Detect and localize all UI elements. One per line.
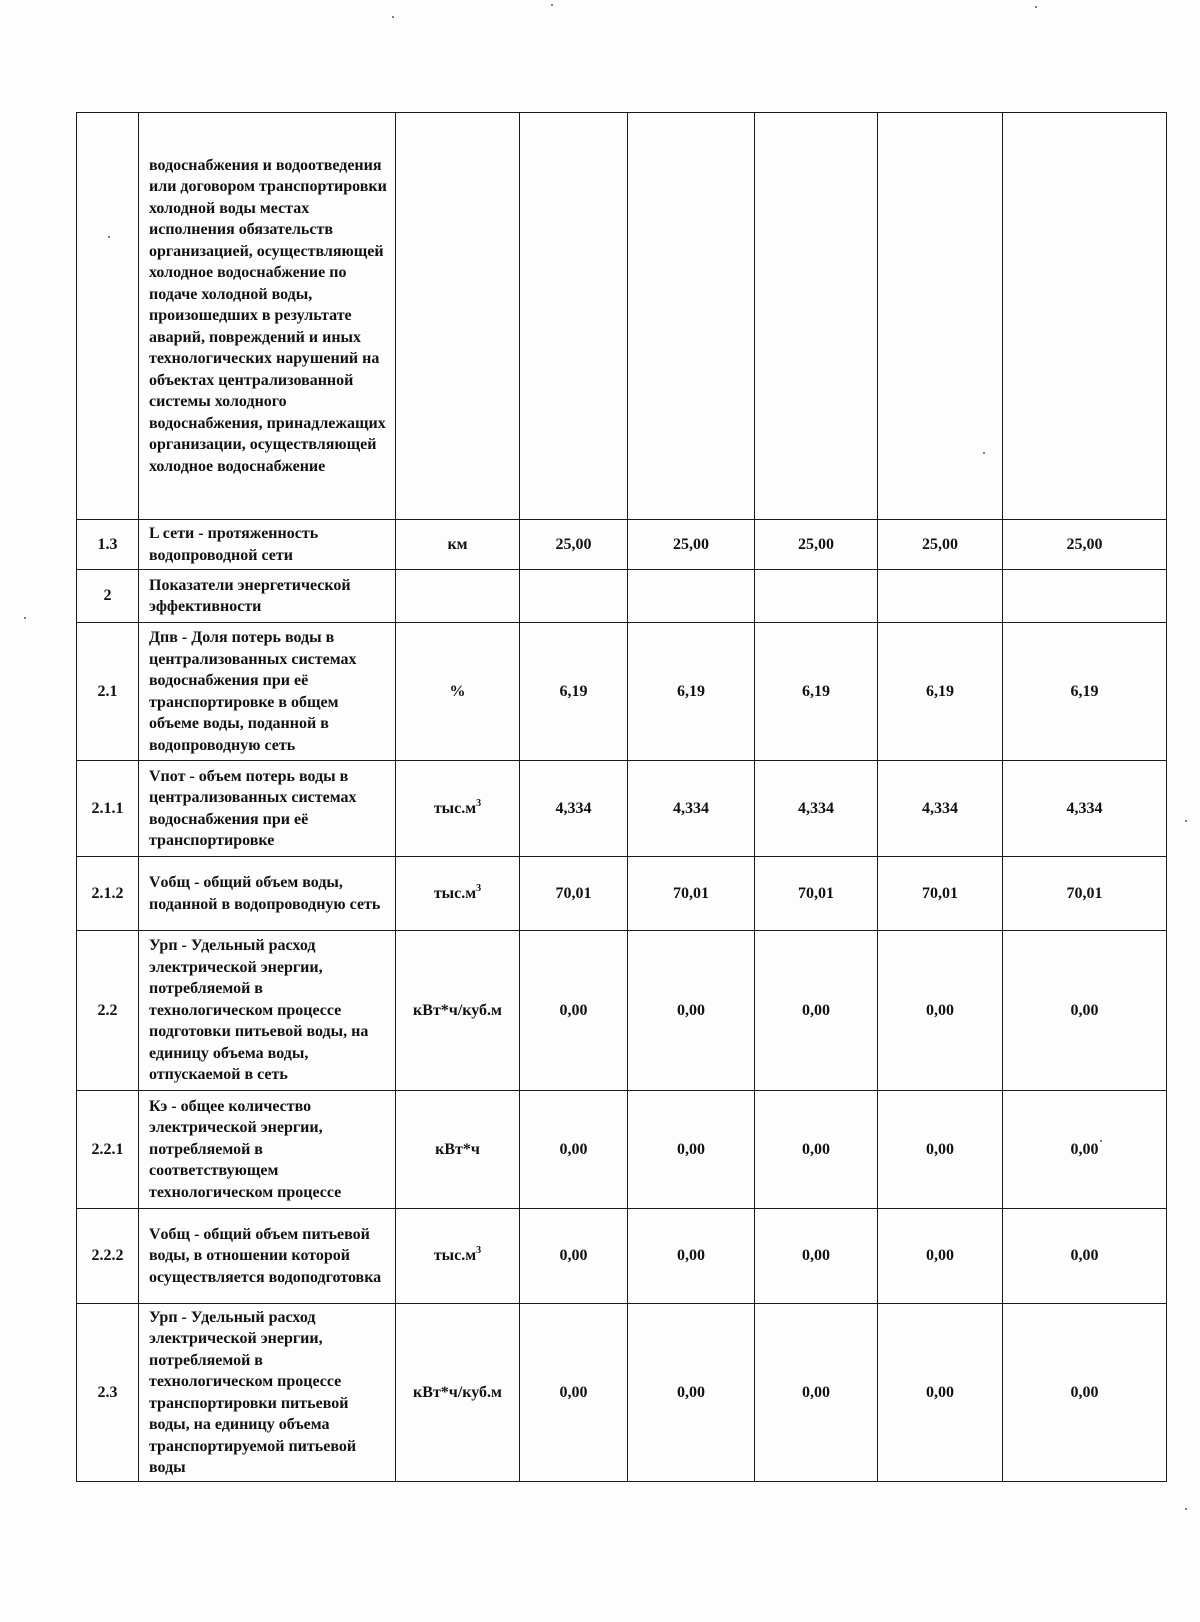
value-cell: 70,01 [520, 857, 628, 931]
scan-speck [983, 452, 985, 454]
value-cell [878, 113, 1003, 520]
row-unit [396, 1209, 520, 1304]
scan-speck [24, 617, 26, 619]
value-cell: 0,00 [1003, 931, 1167, 1091]
unit-text: кВт*ч/куб.м [413, 1383, 502, 1401]
value-cell [628, 113, 755, 520]
value-cell: 4,334 [520, 761, 628, 857]
row-description: Vобщ - общий объем питьевой воды, в отношении которой осуществляется водоподготовка [139, 1209, 396, 1304]
scan-speck [1100, 1140, 1102, 1142]
value-cell: 4,334 [628, 761, 755, 857]
value-cell: 0,00 [628, 1091, 755, 1209]
row-unit [396, 520, 520, 570]
value-cell: 4,334 [1003, 761, 1167, 857]
value-cell: 70,01 [755, 857, 878, 931]
row-description: Vобщ - общий объем воды, поданной в водопроводную сеть [139, 857, 396, 931]
value-cell: 70,01 [628, 857, 755, 931]
scan-speck [392, 16, 394, 18]
value-cell [755, 570, 878, 623]
unit-text: тыс.м [433, 1247, 477, 1265]
row-description: водоснабжения и водоотведения или договором транспортировки холодной воды местах исполнения обязательств организацией, осуществляющей холодное водоснабжение по подаче холодной воды, произошедших в результате аварий, повреждений и иных технологических нарушений на объектах централизованной системы холодного водоснабжения, принадлежащих организации, осуществляющей холодное водоснабжение [139, 113, 396, 520]
value-cell [755, 113, 878, 520]
table-row [77, 570, 1167, 623]
value-cell: 0,00 [878, 1304, 1003, 1482]
value-cell: 0,00 [1003, 1091, 1167, 1209]
value-cell: 6,19 [878, 623, 1003, 761]
row-description: Дпв - Доля потерь воды в централизованных системах водоснабжения при её транспортировке в общем объеме воды, поданной в водопроводную сеть [139, 623, 396, 761]
unit-text: кВт*ч/куб.м [413, 1001, 502, 1019]
row-description: Показатели энергетической эффективности [139, 570, 396, 623]
scan-speck [1185, 1508, 1187, 1510]
value-cell: 0,00 [755, 1304, 878, 1482]
value-cell: 0,00 [520, 1209, 628, 1304]
value-cell: 0,00 [520, 1091, 628, 1209]
value-cell: 0,00 [628, 1209, 755, 1304]
row-unit [396, 1091, 520, 1209]
value-cell: 6,19 [628, 623, 755, 761]
value-cell: 0,00 [520, 1304, 628, 1482]
value-cell: 25,00 [520, 520, 628, 570]
table-row [77, 623, 1167, 761]
unit-superscript: 3 [476, 797, 482, 809]
scan-speck [1035, 6, 1037, 8]
value-cell: 4,334 [755, 761, 878, 857]
value-cell: 0,00 [878, 1091, 1003, 1209]
value-cell: 6,19 [520, 623, 628, 761]
row-description: Vпот - объем потерь воды в централизованных системах водоснабжения при её транспортировке [139, 761, 396, 857]
row-unit [396, 570, 520, 623]
value-cell: 25,00 [628, 520, 755, 570]
row-description: Урп - Удельный расход электрической энергии, потребляемой в технологическом процессе подготовки питьевой воды, на единицу объема воды, отпускаемой в сеть [139, 931, 396, 1091]
value-cell: 6,19 [755, 623, 878, 761]
row-unit [396, 623, 520, 761]
unit-text: км [447, 535, 468, 553]
row-description: L сети - протяженность водопроводной сети [139, 520, 396, 570]
row-description: Урп - Удельный расход электрической энергии, потребляемой в технологическом процессе транспортировки питьевой воды, на единицу объема транспортируемой питьевой воды [139, 1304, 396, 1482]
value-cell [520, 570, 628, 623]
row-unit [396, 1304, 520, 1482]
row-description: Кэ - общее количество электрической энергии, потребляемой в соответствующем технологическом процессе [139, 1091, 396, 1209]
table-row [77, 857, 1167, 931]
unit-superscript: 3 [476, 1245, 482, 1257]
table-row [77, 761, 1167, 857]
value-cell [520, 113, 628, 520]
value-cell [1003, 570, 1167, 623]
row-unit [396, 857, 520, 931]
value-cell: 0,00 [520, 931, 628, 1091]
row-number: 2.2.2 [77, 1209, 139, 1304]
value-cell: 25,00 [1003, 520, 1167, 570]
value-cell: 0,00 [628, 931, 755, 1091]
row-number: 2 [77, 570, 139, 623]
value-cell: 0,00 [755, 931, 878, 1091]
table-row [77, 1091, 1167, 1209]
table-row [77, 931, 1167, 1091]
row-unit [396, 931, 520, 1091]
value-cell: 25,00 [755, 520, 878, 570]
table-row [77, 1209, 1167, 1304]
row-number: 2.2.1 [77, 1091, 139, 1209]
unit-text: кВт*ч [435, 1140, 480, 1158]
table-row [77, 1304, 1167, 1482]
value-cell: 0,00 [628, 1304, 755, 1482]
value-cell: 0,00 [878, 1209, 1003, 1304]
row-number: 1.3 [77, 520, 139, 570]
row-unit [396, 761, 520, 857]
value-cell: 0,00 [878, 931, 1003, 1091]
scan-speck [1185, 820, 1187, 822]
table-row [77, 113, 1167, 520]
value-cell: 0,00 [755, 1091, 878, 1209]
value-cell: 0,00 [1003, 1209, 1167, 1304]
value-cell [878, 570, 1003, 623]
row-number: 2.1 [77, 623, 139, 761]
row-number [77, 113, 139, 520]
unit-text: тыс.м [433, 884, 477, 902]
scan-speck [108, 236, 110, 238]
value-cell: 6,19 [1003, 623, 1167, 761]
value-cell [628, 570, 755, 623]
value-cell: 70,01 [878, 857, 1003, 931]
scan-speck [551, 4, 553, 6]
row-number: 2.2 [77, 931, 139, 1091]
indicators-table [76, 112, 1167, 1482]
value-cell: 4,334 [878, 761, 1003, 857]
unit-text: тыс.м [433, 799, 477, 817]
unit-text: % [449, 682, 466, 700]
row-number: 2.1.1 [77, 761, 139, 857]
unit-superscript: 3 [476, 882, 482, 894]
table-body [77, 113, 1167, 1482]
row-number: 2.3 [77, 1304, 139, 1482]
value-cell: 70,01 [1003, 857, 1167, 931]
table-row [77, 520, 1167, 570]
row-number: 2.1.2 [77, 857, 139, 931]
row-unit [396, 113, 520, 520]
value-cell: 0,00 [1003, 1304, 1167, 1482]
value-cell [1003, 113, 1167, 520]
value-cell: 0,00 [755, 1209, 878, 1304]
value-cell: 25,00 [878, 520, 1003, 570]
